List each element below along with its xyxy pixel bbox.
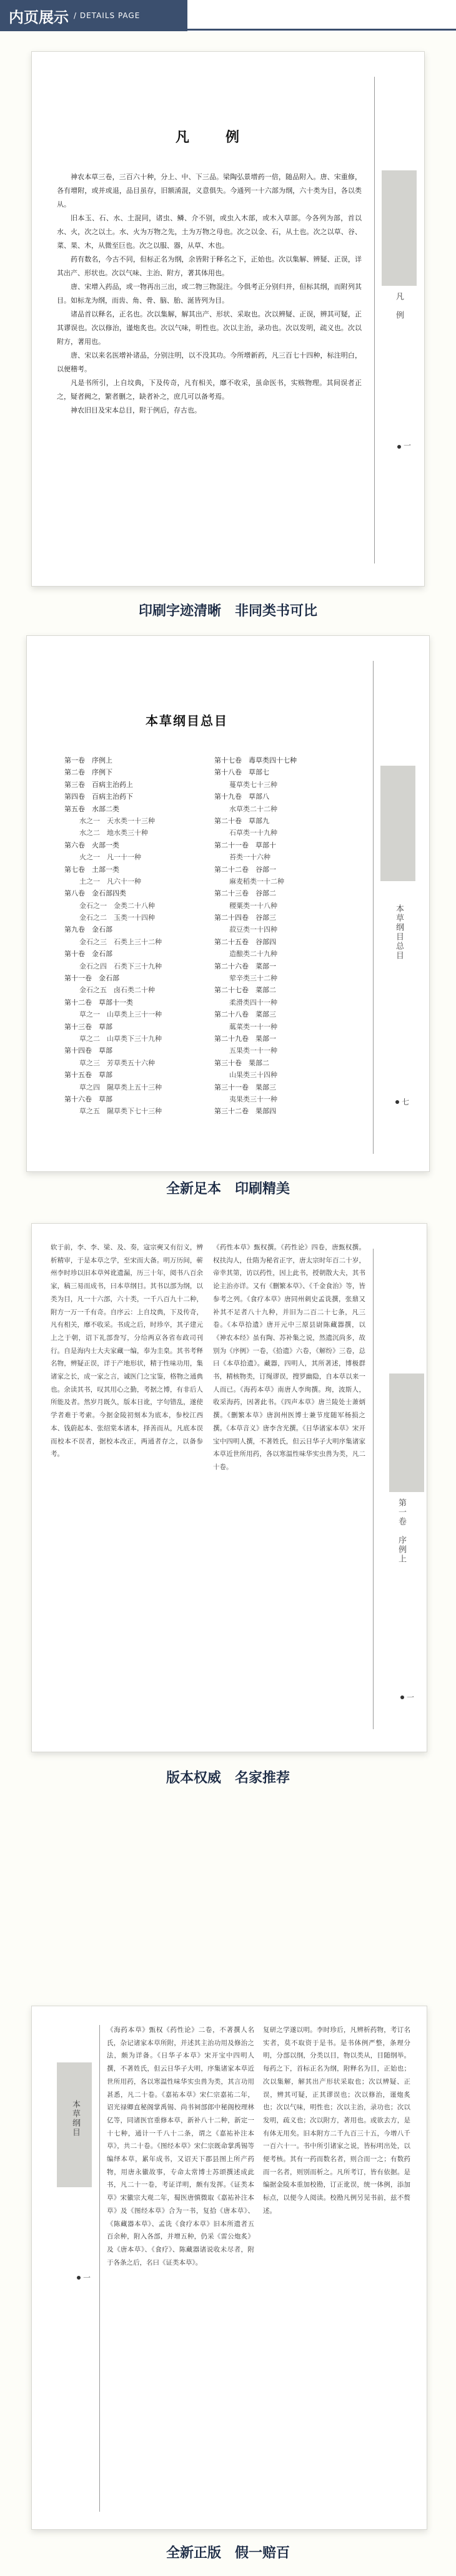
page-image-preface — [31, 1223, 427, 1752]
toc-subentry: 草之二 山草类下三十九种 — [79, 1034, 162, 1043]
page-image-fanli — [31, 51, 425, 587]
header-title: 内页展示 — [9, 8, 69, 26]
toc-entry: 第二卷 序例下 — [64, 768, 112, 777]
toc-subentry: 蔓草类七十三种 — [229, 780, 277, 789]
side-label: 本草纲目总目 — [394, 904, 404, 960]
toc-entry: 第三十卷 果部二 — [214, 1058, 269, 1067]
toc-entry: 第二十二卷 谷部一 — [214, 865, 276, 874]
side-dot — [397, 445, 401, 449]
toc-entry: 第十八卷 草部七 — [214, 768, 269, 777]
toc-subentry: 五果类一十一种 — [229, 1046, 277, 1055]
header-tag — [0, 0, 187, 31]
page-image-sources — [31, 2006, 427, 2530]
toc-subentry: 蓏菜类一十一种 — [229, 1022, 277, 1031]
paragraph: 神农本草三卷，三百六十种，分上、中、下三品。梁陶弘景增药一倍，随品附入。唐、宋重修，各有增附，或并或退，品目虽存，旧额淆混，义意俱失。今通列一十六部为纲，六十类为目，各以类从。 — [57, 173, 362, 208]
toc-subentry: 麻麦稻类一十二种 — [229, 877, 284, 886]
toc-title: 本草纲目总目 — [146, 713, 228, 728]
caption-3: 版本权威 名家推荐 — [166, 1770, 290, 1786]
caption-2: 全新足本 印刷精美 — [166, 1181, 290, 1197]
page-image-toc — [26, 635, 430, 1172]
paragraph: 唐、宋以来名医增补诸品，分别注明，以不没其功。今所增新药，凡三百七十四种，标注明白，以便稽考。 — [57, 351, 362, 373]
column-text: 软于前，李、李、梁、及、奏，寇宗奭又有衍义，辨析精审，于是本草之学，至宋而大备。明万历间，蕲州李时珍以旧本草舛讹遗漏，历三十年，阅书八百余家，稿三易而成书，曰本草纲目。其书以部为纲，以类为目，凡一十六部，六十类，一千八百九十二种，附方一万一千有奇。自序云：上自坟典，下及传奇，凡有相关，靡不收采。书成之后，时珍卒，其子建元上之于朝，诏下礼部誊写，分给两京各省布政司刊行。自是海内士大夫家藏一编，奉为圭臬。其书考释名物，辨疑正误，详于产地形状，精于性味功用，集诸家之长，成一家之言，诚医门之宝鉴，格物之通典也。余读其书，叹其用心之勤，考据之博，有非后人所能及者。然岁月既久，版本日讹，字句错乱，遂使学者难于考索。今据金陵初刻本为底本，参校江西本、钱蔚起本、张绍棠本诸本，择善而从，凡底本误而校本不误者，据校本改正，两通者存之，以备参考。 — [51, 1244, 203, 1458]
side-dot — [395, 1100, 399, 1104]
side-label: 本草纲目 — [71, 2100, 80, 2137]
toc-entry: 第十三卷 草部 — [64, 1022, 112, 1031]
paragraph: 神农旧目及宋本总目，附于例后，存古也。 — [71, 406, 201, 414]
toc-subentry: 草之一 山草类上三十一种 — [79, 1010, 162, 1019]
toc-subentry: 火之一 凡一十一种 — [79, 853, 141, 862]
text-column-left — [107, 2024, 254, 2269]
toc-subentry: 金石之二 玉类一十四种 — [79, 914, 155, 922]
header-subtitle: / DETAILS PAGE — [74, 11, 141, 20]
paragraph: 凡是书所引，上自坟典，下及传奇，凡有相关，靡不收采，虽命医书，实赅物理。其间误者正之，疑者阙之，繁者删之，缺者补之，庶几可以备考焉。 — [57, 379, 362, 401]
header-rule — [187, 29, 456, 31]
caption-1: 印刷字迹清晰 非同类书可比 — [138, 603, 317, 619]
toc-subentry: 水之二 地水类三十种 — [79, 829, 148, 837]
toc-entry: 第三十一卷 果部三 — [214, 1083, 276, 1091]
toc-subentry: 菽豆类一十四种 — [229, 925, 277, 934]
side-page-number: 一 — [83, 2273, 91, 2282]
text-column-right — [213, 1241, 365, 1474]
side-strip — [382, 170, 417, 286]
toc-entry: 第五卷 水部二类 — [64, 804, 119, 813]
toc-entry: 第十七卷 毒草类四十七种 — [214, 756, 297, 764]
toc-entry: 第二十八卷 菜部三 — [214, 1010, 276, 1019]
toc-entry: 第三卷 百病主治药上 — [64, 780, 133, 789]
toc-subentry: 石草类一十九种 — [229, 829, 277, 837]
toc-subentry: 荤辛类三十二种 — [229, 974, 277, 983]
toc-left-column — [64, 754, 162, 1118]
fanli-text — [57, 170, 362, 417]
toc-entry: 第二十卷 草部九 — [214, 816, 269, 825]
toc-subentry: 草之四 隰草类上五十三种 — [79, 1083, 162, 1091]
margin-line — [374, 77, 375, 564]
toc-entry: 第二十三卷 谷部二 — [214, 889, 276, 898]
toc-entry: 第三十二卷 果部四 — [214, 1107, 276, 1116]
paragraph: 药有数名，今古不同，但标正名为纲，余皆附于释名之下，正始也。次以集解、辨疑、正误，详其出产、形状也。次以气味、主治、附方，著其体用也。 — [57, 255, 362, 277]
toc-subentry: 金石之三 石类上三十二种 — [79, 937, 162, 946]
toc-entry: 第二十七卷 菜部二 — [214, 986, 276, 995]
side-page-number: 一 — [407, 1693, 415, 1702]
toc-subentry: 苔类一十六种 — [229, 853, 270, 862]
side-page-number: 七 — [402, 1098, 410, 1106]
toc-entry: 第十一卷 金石部 — [64, 974, 119, 983]
toc-entry: 第二十四卷 谷部三 — [214, 914, 276, 922]
toc-entry: 第二十一卷 草部十 — [214, 841, 276, 849]
toc-entry: 第四卷 百病主治药下 — [64, 793, 133, 801]
side-strip — [389, 1373, 424, 1492]
column-text: 《海药本草》甄权《药性论》二卷，不著撰人名氏，杂记诸家本草所附，并述其主治功用及修治之法，颇为详备。《日华子本草》宋开宝中四明人撰，不著姓氏，但云日华子大明，序集诸家本草近世所用药，各以寒温性味华实虫兽为类，其言功用甚悉，凡二十卷。《嘉祐本草》宋仁宗嘉祐二年，诏光禄卿直秘阁掌禹锡、尚书祠部郎中秘阁校理林亿等，同诸医官重修本草，新补八十二种，新定一十七种，通计一千八十二条，谓之《嘉祐补注本草》，共二十卷。《图经本草》宋仁宗既命掌禹锡等编绎本草，累年成书，又诏天下郡县图上所产药物，用唐永徽故事，专命太常博士苏颂撰述成此书，凡二十一卷，考证详明，颇有发挥。《证类本草》宋徽宗大观二年，蜀医唐慎微取《嘉祐补注本草》及《图经本草》合为一书，复拾《唐本草》、《陈藏器本草》、孟诜《食疗本草》旧本所遗者五百余种，附入各部，并增五种，仍采《雷公炮炙》及《唐本草》、《食疗》、陈藏器诸说收未尽者，附于各条之后，名曰《证类本草》。 — [107, 2026, 254, 2266]
toc-subentry: 稷粟类一十八种 — [229, 901, 277, 910]
side-strip — [380, 766, 415, 881]
paragraph: 旧本玉、石、水、土混同，诸虫、鳞、介不别，或虫入木部，或木入草部。今各列为部，首以水、火，次之以土。水、火为万物之先，土为万物之母也。次之以金、石，从土也。次之以草、谷、菜、果、木，从微至巨也。次之以服、器，从草、木也。 — [57, 214, 362, 250]
toc-entry: 第八卷 金石部四类 — [64, 889, 126, 898]
toc-subentry: 水之一 天水类一十三种 — [79, 816, 155, 825]
toc-entry: 第七卷 土部一类 — [64, 865, 119, 874]
toc-subentry: 金石之五 卤石类二十种 — [79, 986, 155, 995]
toc-entry: 第六卷 火部一类 — [64, 841, 119, 849]
toc-subentry: 草之三 芳草类五十六种 — [79, 1058, 155, 1067]
page-header — [0, 0, 456, 31]
margin-line — [373, 1249, 374, 1729]
toc-entry: 第十九卷 草部八 — [214, 793, 269, 801]
toc-entry: 第一卷 序例上 — [64, 756, 112, 764]
toc-entry: 第十五卷 草部 — [64, 1071, 112, 1080]
toc-subentry: 金石之四 石类下三十九种 — [79, 962, 162, 970]
toc-entry: 第二十五卷 谷部四 — [214, 937, 276, 946]
page-title: 凡 例 — [176, 129, 251, 145]
toc-right-column — [214, 754, 297, 1118]
toc-subentry: 水草类二十二种 — [229, 804, 277, 813]
margin-line — [99, 2025, 100, 2512]
paragraph: 诸品首以释名，正名也。次以集解，解其出产、形状、采取也。次以辨疑、正误，辨其可疑，正其谬误也。次以修治，谨炮炙也。次以气味，明性也。次以主治，录功也。次以发明，疏义也。次以附方，著用也。 — [57, 310, 362, 346]
toc-subentry: 夷果类三十一种 — [229, 1095, 277, 1103]
toc-entry: 第二十九卷 果部一 — [214, 1034, 276, 1043]
text-column-left — [51, 1241, 203, 1461]
toc-entry: 第十二卷 草部十一类 — [64, 998, 133, 1007]
toc-subentry: 柔滑类四十一种 — [229, 998, 277, 1007]
toc-subentry: 土之一 凡六十一种 — [79, 877, 141, 886]
toc-entry: 第十卷 金石部 — [64, 950, 112, 959]
toc-entry: 第二十六卷 菜部一 — [214, 962, 276, 970]
text-column-right — [263, 2024, 410, 2218]
toc-entry: 第九卷 金石部 — [64, 925, 112, 934]
toc-subentry: 草之五 隰草类下七十三种 — [79, 1107, 162, 1116]
column-text: 《药性本草》甄权撰。《药性论》四卷，唐甄权撰。权扶沟人，仕隋为秘省正字，唐太宗时年百二十岁，帝幸其第，访以药性，因上此书，授朝散大夫，其书论主治亦详。又有《删繁本草》、《千金食治》等，皆参考之列。《食疗本草》唐同州刺史孟诜撰，张鼎又补其不足者八十九种，并旧为二百二十七条，凡三卷。《本草拾遗》唐开元中三原县尉陈藏器撰，以《神农本经》虽有陶、苏补集之说，然遗沉尚多，故别为《序例》一卷，《拾遗》六卷，《解纷》三卷，总曰《本草拾遗》。藏器，四明人，其所著述，博极群书，精核物类，订绳谬误，搜罗幽隐，自本草以来一人而已。《海药本草》南唐人李珣撰。珣，波斯人，收采海药，因著此书。《四声本草》唐兰陵处士萧炳撰。《删繁本草》唐润州医博士兼节度随军杨损之撰。《本草音义》唐李含光撰。《日华诸家本草》宋开宝中四明人撰，不著姓氏，但云日华子大明序集诸家本草近世所用药，各以寒温性味华实虫兽为类，凡二十卷。 — [213, 1244, 365, 1471]
toc-subentry: 金石之一 金类二十八种 — [79, 901, 155, 910]
caption-4: 全新正版 假一赔百 — [166, 2545, 290, 2561]
side-dot — [77, 2276, 81, 2280]
side-label: 凡 例 — [394, 292, 404, 320]
side-dot — [400, 1695, 404, 1699]
toc-subentry: 造酿类二十九种 — [229, 950, 277, 959]
toc-subentry: 山果类三十四种 — [229, 1071, 277, 1080]
side-label: 第一卷 序例上 — [397, 1498, 406, 1564]
column-text: 复研之学遂以明。李时珍后，凡辨析药物，考订名实者，莫不取资于是书。是书体例严整，条理分明，分部以纲，分类以目，物以类从，目随纲举。每药之下，首标正名为纲，附释名为目，正始也；次以集解，解其出产形状采取也；次以辨疑、正误，辨其可疑，正其谬误也；次以修治，谨炮炙也；次以气味，明性也；次以主治，录功也；次以发明，疏义也；次以附方，著用也。或欲去方，是有体无用矣。旧本附方二千九百三十五，今增八千一百六十一。书中所引诸家之说，皆标明出处，以便考核。其有一药而数名者，则合而一之；有数药而一名者，则别而析之。凡所考订，皆有依据。是编据金陵本重加校勘，订正讹误，统一体例，添加标点，以便今人阅读。校勘凡例另见书前，兹不赘述。 — [263, 2026, 410, 2215]
paragraph: 唐、宋增入药品，或一物再出三出，或二物三物混注。今俱考正分别归并，但标其纲，而附列其目。如标龙为纲，而齿、角、骨、脑、胎、涎皆列为目。 — [57, 283, 362, 305]
toc-entry: 第十四卷 草部 — [64, 1046, 112, 1055]
toc-entry: 第十六卷 草部 — [64, 1095, 112, 1103]
margin-line — [373, 661, 374, 1154]
side-page-number: 一 — [404, 441, 412, 450]
